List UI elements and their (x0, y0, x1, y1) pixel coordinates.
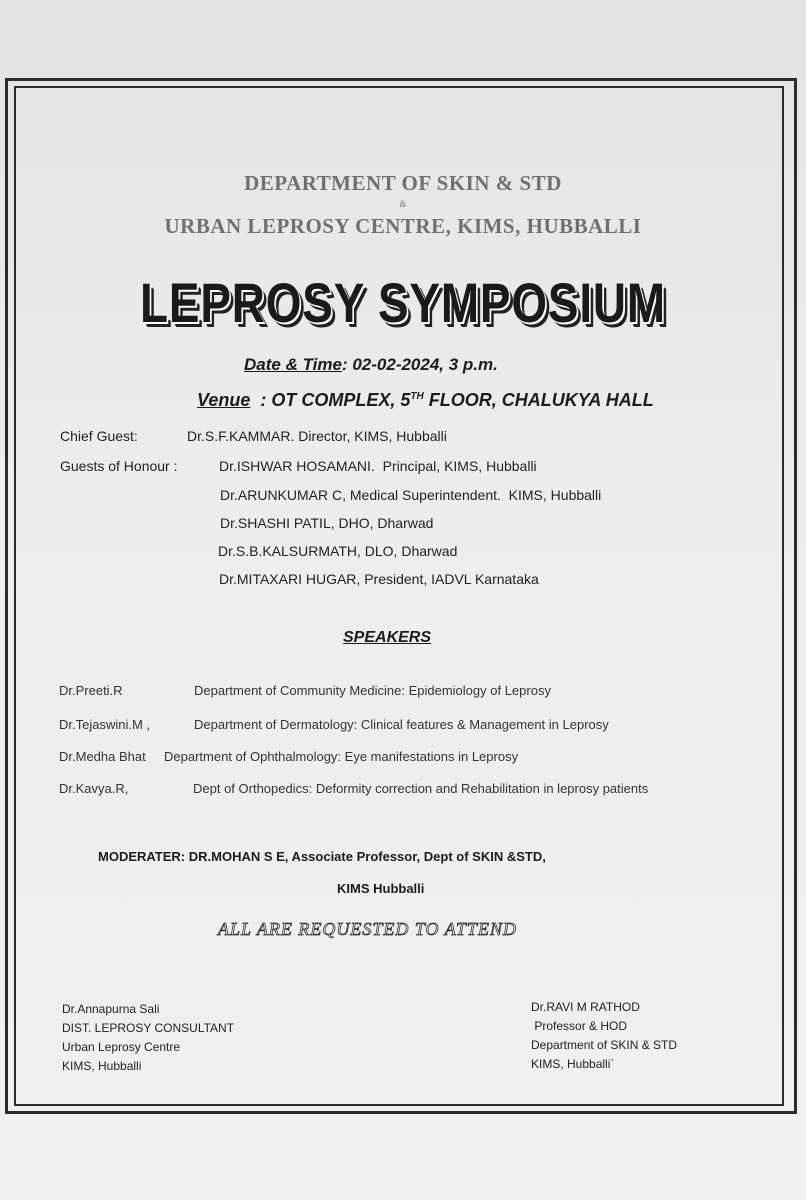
guest-of-honour: Dr.SHASHI PATIL, DHO, Dharwad (220, 515, 434, 531)
venue-superscript: TH (410, 391, 424, 402)
guest-of-honour: Dr.ISHWAR HOSAMANI. Principal, KIMS, Hubballi (219, 458, 537, 474)
left-signatory (62, 1000, 234, 1076)
ampersand: & (399, 199, 407, 209)
speaker-topic: Dept of Orthopedics: Deformity correction and Rehabilitation in leprosy patients (193, 781, 649, 796)
chief-guest-name: Dr.S.F.KAMMAR. Director, KIMS, Hubballi (187, 428, 447, 444)
right-signatory (531, 998, 677, 1074)
left-signatory-line: Urban Leprosy Centre (62, 1040, 181, 1054)
chief-guest-label: Chief Guest: (60, 428, 138, 444)
speaker-name: Dr.Tejaswini.M , (59, 717, 151, 732)
guest-of-honour: Dr.ARUNKUMAR C, Medical Superintendent. KIMS, Hubballi (220, 487, 602, 503)
venue (197, 390, 654, 411)
speaker-topic: Department of Community Medicine: Epidemiology of Leprosy (194, 683, 551, 698)
department-heading: DEPARTMENT OF SKIN & STD (244, 171, 562, 195)
right-signatory-line: Dr.RAVI M RATHOD (531, 1000, 640, 1014)
right-signatory-line: Department of SKIN & STD (531, 1038, 678, 1052)
guest-of-honour: Dr.MITAXARI HUGAR, President, IADVL Karnataka (219, 571, 539, 587)
inner-border (14, 86, 784, 1106)
attendance-request: ALL ARE REQUESTED TO ATTEND (218, 919, 518, 939)
speaker-name: Dr.Kavya.R, (59, 781, 129, 796)
left-signatory-line: Dr.Annapurna Sali (62, 1002, 160, 1016)
date-time-label: Date & Time (244, 355, 342, 374)
date-time (244, 355, 498, 375)
speaker-topic: Department of Ophthalmology: Eye manifestations in Leprosy (164, 749, 519, 764)
moderator-line: MODERATER: DR.MOHAN S E, Associate Professor, Dept of SKIN &STD, (98, 849, 546, 864)
guest-of-honour: Dr.S.B.KALSURMATH, DLO, Dharwad (218, 543, 458, 559)
leprosy-centre-heading: URBAN LEPROSY CENTRE, KIMS, HUBBALLI (164, 214, 642, 238)
moderator-institution: KIMS Hubballi (337, 881, 425, 896)
speaker-name: Dr.Medha Bhat (59, 749, 146, 764)
guests-of-honour-label: Guests of Honour : (60, 458, 178, 474)
venue-label: Venue (197, 390, 251, 410)
right-signatory-line: KIMS, Hubballi` (531, 1057, 615, 1071)
date-time-value: : 02-02-2024, 3 p.m. (341, 355, 498, 374)
speaker-name: Dr.Preeti.R (59, 683, 123, 698)
left-signatory-line: DIST. LEPROSY CONSULTANT (62, 1021, 235, 1035)
speakers-heading: SPEAKERS (343, 629, 432, 646)
right-signatory-line: Professor & HOD (531, 1019, 628, 1033)
speaker-topic: Department of Dermatology: Clinical features & Management in Leprosy (194, 717, 609, 732)
left-signatory-line: KIMS, Hubballi (62, 1059, 142, 1073)
venue-value-pre: : OT COMPLEX, 5 (250, 390, 411, 410)
venue-value-post: FLOOR, CHALUKYA HALL (423, 390, 654, 410)
event-title: LEPROSY SYMPOSIUM (140, 271, 666, 334)
